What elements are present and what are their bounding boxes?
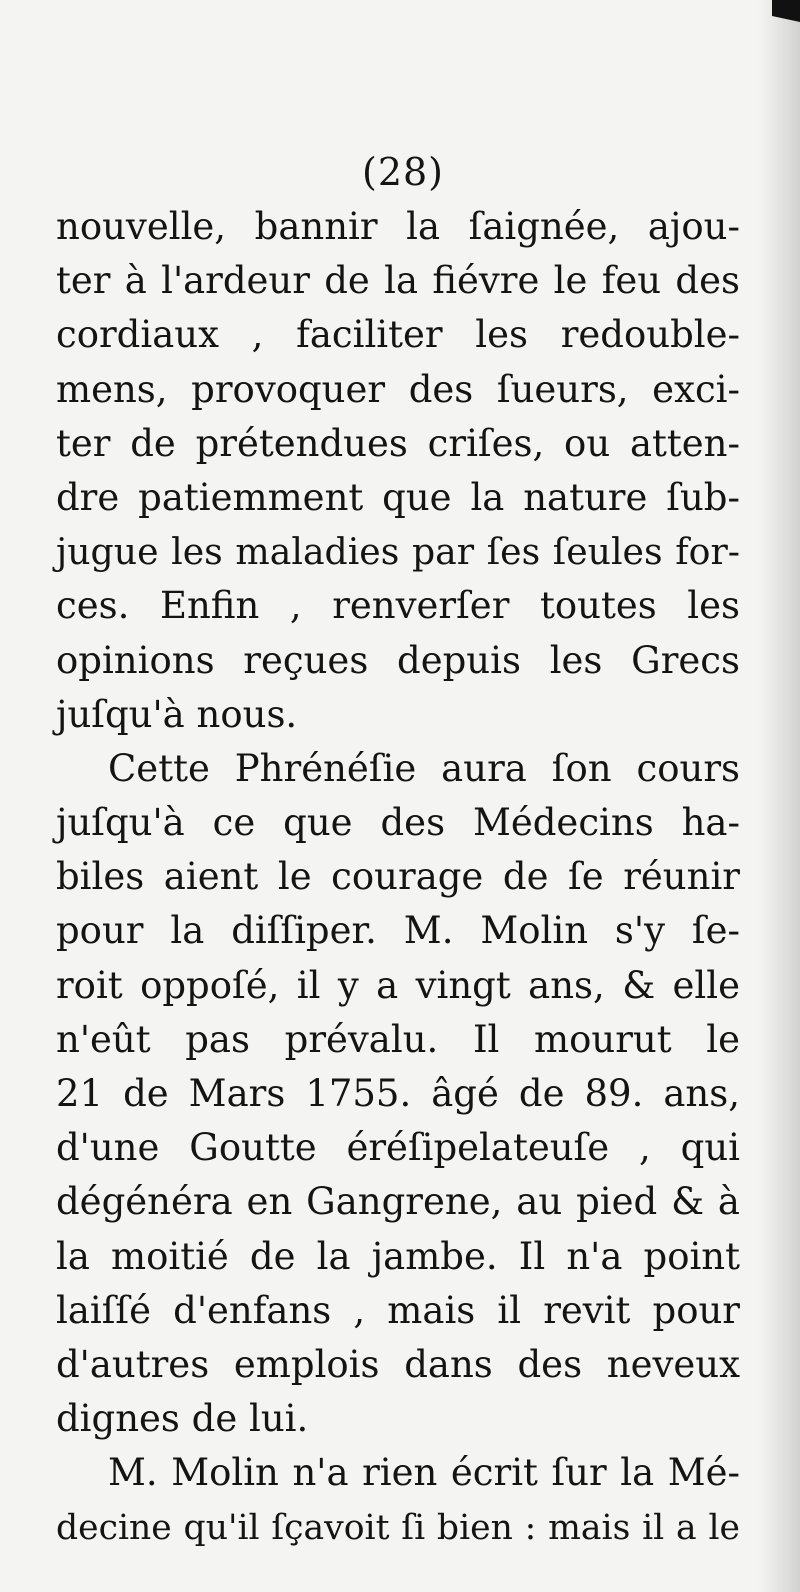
text-line: nouvelle, bannir la ſaignée, ajou- [56,205,740,248]
text-line: la moitié de la jambe. Il n'a point [56,1234,740,1278]
body-text [56,200,740,1555]
text-line: biles aient le courage de ſe réunir [56,855,740,899]
text-line: d'autres emplois dans des neveux [56,1342,740,1386]
paragraph-end-line: dignes de lui. [56,1397,309,1441]
text-line: decine qu'il ſçavoit ſi bien : mais il a le [56,1507,740,1548]
text-line: roit oppoſé, il y a vingt ans, & elle [56,963,740,1007]
text-line: ter à l'ardeur de la fiévre le feu des [56,259,740,303]
text-line: ces. Enfin , renverſer toutes les [56,584,740,628]
text-line: laiſſé d'enfans , mais il revit pour [56,1288,740,1332]
text-line: juſqu'à ce que des Médecins ha- [56,801,740,845]
text-line: opinions reçues depuis les Grecs [56,638,740,682]
text-line: ter de prétendues criſes, ou atten- [56,421,740,465]
page-gutter-shadow [758,0,800,1592]
text-line: jugue les maladies par ſes ſeules for- [56,530,740,574]
text-line: 21 de Mars 1755. âgé de 89. ans, [56,1072,740,1115]
text-line: d'une Goutte éréſipelateuſe , qui [56,1126,740,1170]
paragraph-end-line: juſqu'à nous. [56,692,298,736]
paragraph-start-line: Cette Phrénéſie aura ſon cours [108,746,740,790]
text-line: n'eût pas prévalu. Il mourut le [56,1017,740,1061]
text-line: mens, provoquer des ſueurs, exci- [56,367,740,411]
text-line: cordiaux , faciliter les redouble- [56,313,740,357]
paragraph-start-line: M. Molin n'a rien écrit ſur la Mé- [108,1451,740,1495]
page-number: (28) [362,150,445,194]
text-line: dre patiemment que la nature ſub- [56,475,740,519]
text-line: dégénéra en Gangrene, au pied & à [56,1180,740,1224]
text-line: pour la diſſiper. M. Molin s'y ſe- [56,909,740,953]
